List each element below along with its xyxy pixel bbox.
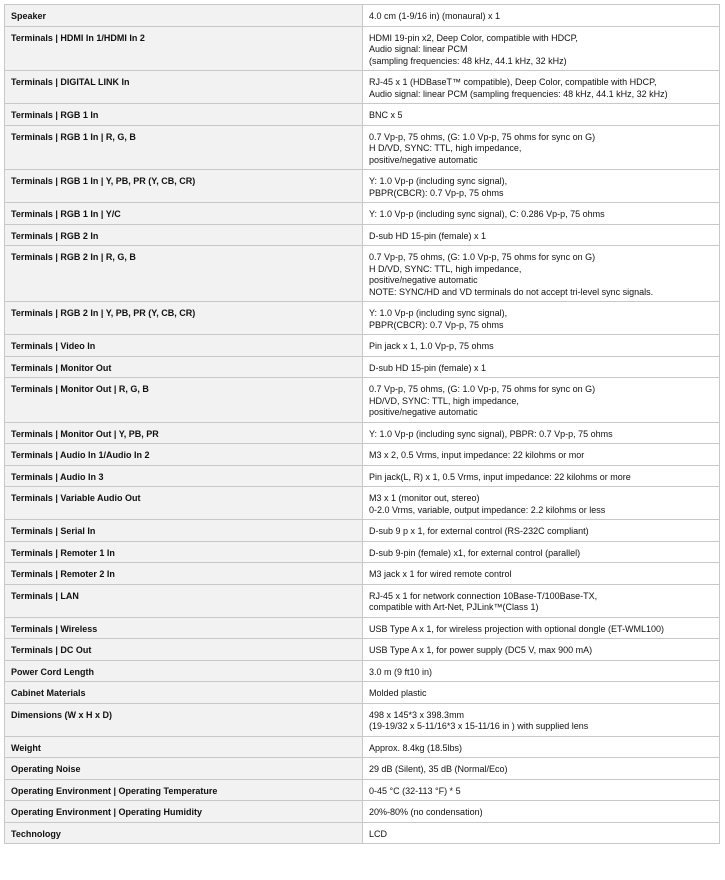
spec-value: 0.7 Vp-p, 75 ohms, (G: 1.0 Vp-p, 75 ohms for sync on G) HD/VD, SYNC: TTL, high impedance, positive/negative automatic bbox=[363, 378, 720, 423]
spec-label: Terminals | RGB 1 In | R, G, B bbox=[5, 125, 363, 170]
spec-value: 3.0 m (9 ft10 in) bbox=[363, 660, 720, 682]
spec-value: D-sub 9 p x 1, for external control (RS-232C compliant) bbox=[363, 520, 720, 542]
spec-label: Terminals | RGB 1 In bbox=[5, 104, 363, 126]
spec-table bbox=[4, 4, 720, 844]
spec-value: D-sub HD 15-pin (female) x 1 bbox=[363, 356, 720, 378]
spec-label: Dimensions (W x H x D) bbox=[5, 703, 363, 736]
spec-value: USB Type A x 1, for wireless projection with optional dongle (ET-WML100) bbox=[363, 617, 720, 639]
spec-row bbox=[5, 465, 720, 487]
spec-row bbox=[5, 125, 720, 170]
spec-value: LCD bbox=[363, 822, 720, 844]
spec-label: Terminals | RGB 2 In | Y, PB, PR (Y, CB, CR) bbox=[5, 302, 363, 335]
spec-row bbox=[5, 541, 720, 563]
spec-value: Pin jack(L, R) x 1, 0.5 Vrms, input impedance: 22 kilohms or more bbox=[363, 465, 720, 487]
spec-label: Terminals | Remoter 1 In bbox=[5, 541, 363, 563]
spec-label: Terminals | DIGITAL LINK In bbox=[5, 71, 363, 104]
spec-row bbox=[5, 444, 720, 466]
spec-row bbox=[5, 822, 720, 844]
spec-row bbox=[5, 5, 720, 27]
spec-table-body bbox=[5, 5, 720, 844]
spec-row bbox=[5, 779, 720, 801]
spec-value: 0.7 Vp-p, 75 ohms, (G: 1.0 Vp-p, 75 ohms for sync on G) H D/VD, SYNC: TTL, high impedance, positive/negative automatic NOTE: SYNC/HD and VD terminals do not accept tri-level sync signals. bbox=[363, 246, 720, 302]
spec-row bbox=[5, 422, 720, 444]
spec-row bbox=[5, 203, 720, 225]
spec-row bbox=[5, 660, 720, 682]
spec-value: Y: 1.0 Vp-p (including sync signal), PBPR: 0.7 Vp-p, 75 ohms bbox=[363, 422, 720, 444]
spec-label: Cabinet Materials bbox=[5, 682, 363, 704]
spec-row bbox=[5, 487, 720, 520]
spec-label: Terminals | Variable Audio Out bbox=[5, 487, 363, 520]
spec-value: Approx. 8.4kg (18.5lbs) bbox=[363, 736, 720, 758]
spec-row bbox=[5, 584, 720, 617]
spec-value: 4.0 cm (1-9/16 in) (monaural) x 1 bbox=[363, 5, 720, 27]
spec-row bbox=[5, 26, 720, 71]
spec-row bbox=[5, 682, 720, 704]
spec-value: RJ-45 x 1 for network connection 10Base-T/100Base-TX, compatible with Art-Net, PJLink™(Class 1) bbox=[363, 584, 720, 617]
spec-value: BNC x 5 bbox=[363, 104, 720, 126]
spec-label: Terminals | Serial In bbox=[5, 520, 363, 542]
spec-label: Terminals | RGB 1 In | Y/C bbox=[5, 203, 363, 225]
spec-label: Terminals | Video In bbox=[5, 335, 363, 357]
spec-value: Y: 1.0 Vp-p (including sync signal), PBPR(CBCR): 0.7 Vp-p, 75 ohms bbox=[363, 170, 720, 203]
spec-label: Terminals | RGB 1 In | Y, PB, PR (Y, CB, CR) bbox=[5, 170, 363, 203]
spec-label: Weight bbox=[5, 736, 363, 758]
spec-row bbox=[5, 302, 720, 335]
spec-label: Technology bbox=[5, 822, 363, 844]
spec-row bbox=[5, 563, 720, 585]
spec-label: Terminals | Audio In 1/Audio In 2 bbox=[5, 444, 363, 466]
spec-value: Molded plastic bbox=[363, 682, 720, 704]
spec-row bbox=[5, 104, 720, 126]
spec-value: M3 x 2, 0.5 Vrms, input impedance: 22 kilohms or mor bbox=[363, 444, 720, 466]
spec-value: M3 x 1 (monitor out, stereo) 0-2.0 Vrms, variable, output impedance: 2.2 kilohms or less bbox=[363, 487, 720, 520]
spec-label: Speaker bbox=[5, 5, 363, 27]
spec-row bbox=[5, 736, 720, 758]
spec-row bbox=[5, 71, 720, 104]
spec-label: Terminals | Audio In 3 bbox=[5, 465, 363, 487]
spec-row bbox=[5, 246, 720, 302]
spec-value: Y: 1.0 Vp-p (including sync signal), C: 0.286 Vp-p, 75 ohms bbox=[363, 203, 720, 225]
spec-label: Terminals | Monitor Out | Y, PB, PR bbox=[5, 422, 363, 444]
spec-label: Terminals | LAN bbox=[5, 584, 363, 617]
spec-label: Power Cord Length bbox=[5, 660, 363, 682]
spec-row bbox=[5, 758, 720, 780]
spec-value: D-sub 9-pin (female) x1, for external control (parallel) bbox=[363, 541, 720, 563]
spec-value: M3 jack x 1 for wired remote control bbox=[363, 563, 720, 585]
spec-value: 29 dB (Silent), 35 dB (Normal/Eco) bbox=[363, 758, 720, 780]
spec-label: Terminals | Monitor Out bbox=[5, 356, 363, 378]
spec-value: HDMI 19-pin x2, Deep Color, compatible with HDCP, Audio signal: linear PCM (sampling frequencies: 48 kHz, 44.1 kHz, 32 kHz) bbox=[363, 26, 720, 71]
spec-label: Operating Environment | Operating Humidity bbox=[5, 801, 363, 823]
spec-label: Terminals | Wireless bbox=[5, 617, 363, 639]
spec-row bbox=[5, 617, 720, 639]
spec-label: Terminals | Remoter 2 In bbox=[5, 563, 363, 585]
spec-label: Terminals | HDMI In 1/HDMI In 2 bbox=[5, 26, 363, 71]
spec-row bbox=[5, 224, 720, 246]
spec-value: 498 x 145*3 x 398.3mm (19-19/32 x 5-11/16*3 x 15-11/16 in ) with supplied lens bbox=[363, 703, 720, 736]
spec-row bbox=[5, 703, 720, 736]
spec-row bbox=[5, 378, 720, 423]
spec-row bbox=[5, 520, 720, 542]
spec-value: D-sub HD 15-pin (female) x 1 bbox=[363, 224, 720, 246]
spec-row bbox=[5, 356, 720, 378]
spec-row bbox=[5, 801, 720, 823]
spec-value: Y: 1.0 Vp-p (including sync signal), PBPR(CBCR): 0.7 Vp-p, 75 ohms bbox=[363, 302, 720, 335]
spec-value: USB Type A x 1, for power supply (DC5 V, max 900 mA) bbox=[363, 639, 720, 661]
spec-value: 20%-80% (no condensation) bbox=[363, 801, 720, 823]
spec-row bbox=[5, 639, 720, 661]
spec-label: Terminals | RGB 2 In bbox=[5, 224, 363, 246]
spec-value: Pin jack x 1, 1.0 Vp-p, 75 ohms bbox=[363, 335, 720, 357]
spec-value: 0-45 °C (32-113 °F) * 5 bbox=[363, 779, 720, 801]
spec-row bbox=[5, 170, 720, 203]
spec-label: Terminals | RGB 2 In | R, G, B bbox=[5, 246, 363, 302]
spec-value: RJ-45 x 1 (HDBaseT™ compatible), Deep Color, compatible with HDCP, Audio signal: linear PCM (sampling frequencies: 48 kHz, 44.1 kHz, 32 kHz) bbox=[363, 71, 720, 104]
spec-label: Operating Environment | Operating Temperature bbox=[5, 779, 363, 801]
spec-value: 0.7 Vp-p, 75 ohms, (G: 1.0 Vp-p, 75 ohms for sync on G) H D/VD, SYNC: TTL, high impedance, positive/negative automatic bbox=[363, 125, 720, 170]
spec-label: Terminals | DC Out bbox=[5, 639, 363, 661]
spec-row bbox=[5, 335, 720, 357]
spec-label: Terminals | Monitor Out | R, G, B bbox=[5, 378, 363, 423]
spec-label: Operating Noise bbox=[5, 758, 363, 780]
